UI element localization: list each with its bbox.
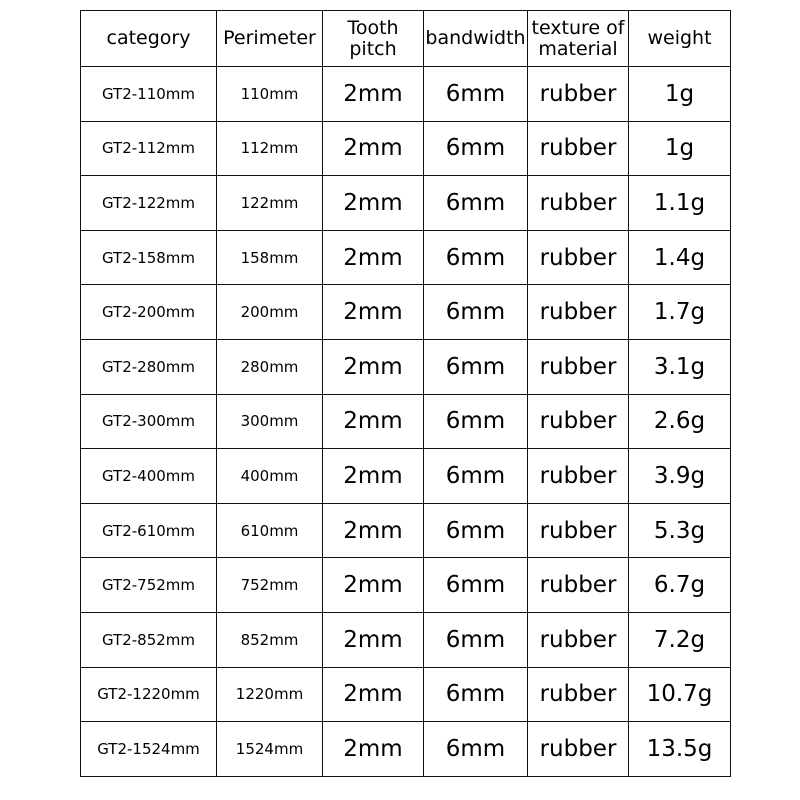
cell-category: GT2-300mm <box>81 394 217 449</box>
header-category: category <box>81 11 217 67</box>
cell-tooth-pitch: 2mm <box>323 67 424 122</box>
cell-perimeter: 852mm <box>217 612 323 667</box>
cell-material: rubber <box>528 503 629 558</box>
cell-material: rubber <box>528 67 629 122</box>
cell-weight: 6.7g <box>629 558 731 613</box>
cell-material: rubber <box>528 339 629 394</box>
cell-bandwidth: 6mm <box>424 121 528 176</box>
cell-perimeter: 122mm <box>217 176 323 231</box>
cell-perimeter: 400mm <box>217 449 323 504</box>
cell-perimeter: 200mm <box>217 285 323 340</box>
cell-category: GT2-112mm <box>81 121 217 176</box>
cell-tooth-pitch: 2mm <box>323 339 424 394</box>
cell-tooth-pitch: 2mm <box>323 558 424 613</box>
cell-weight: 5.3g <box>629 503 731 558</box>
cell-perimeter: 110mm <box>217 67 323 122</box>
table-row <box>81 449 731 504</box>
cell-perimeter: 112mm <box>217 121 323 176</box>
cell-tooth-pitch: 2mm <box>323 722 424 777</box>
cell-perimeter: 158mm <box>217 230 323 285</box>
table-row <box>81 121 731 176</box>
cell-tooth-pitch: 2mm <box>323 503 424 558</box>
cell-material: rubber <box>528 230 629 285</box>
cell-tooth-pitch: 2mm <box>323 230 424 285</box>
cell-material: rubber <box>528 449 629 504</box>
cell-bandwidth: 6mm <box>424 449 528 504</box>
cell-bandwidth: 6mm <box>424 230 528 285</box>
cell-perimeter: 1524mm <box>217 722 323 777</box>
cell-category: GT2-852mm <box>81 612 217 667</box>
table-row <box>81 339 731 394</box>
cell-category: GT2-158mm <box>81 230 217 285</box>
cell-material: rubber <box>528 612 629 667</box>
cell-weight: 7.2g <box>629 612 731 667</box>
cell-perimeter: 752mm <box>217 558 323 613</box>
cell-tooth-pitch: 2mm <box>323 667 424 722</box>
cell-weight: 1.7g <box>629 285 731 340</box>
cell-tooth-pitch: 2mm <box>323 285 424 340</box>
cell-weight: 10.7g <box>629 667 731 722</box>
cell-material: rubber <box>528 176 629 231</box>
table-row <box>81 67 731 122</box>
cell-tooth-pitch: 2mm <box>323 394 424 449</box>
cell-bandwidth: 6mm <box>424 67 528 122</box>
cell-bandwidth: 6mm <box>424 667 528 722</box>
cell-weight: 1.1g <box>629 176 731 231</box>
table-body <box>81 67 731 777</box>
cell-bandwidth: 6mm <box>424 503 528 558</box>
cell-perimeter: 280mm <box>217 339 323 394</box>
cell-tooth-pitch: 2mm <box>323 176 424 231</box>
table-row <box>81 503 731 558</box>
table-row <box>81 558 731 613</box>
header-weight: weight <box>629 11 731 67</box>
cell-category: GT2-110mm <box>81 67 217 122</box>
cell-category: GT2-400mm <box>81 449 217 504</box>
cell-material: rubber <box>528 121 629 176</box>
cell-material: rubber <box>528 558 629 613</box>
cell-category: GT2-610mm <box>81 503 217 558</box>
cell-perimeter: 1220mm <box>217 667 323 722</box>
cell-category: GT2-752mm <box>81 558 217 613</box>
cell-tooth-pitch: 2mm <box>323 612 424 667</box>
cell-weight: 2.6g <box>629 394 731 449</box>
table-row <box>81 667 731 722</box>
table-row <box>81 394 731 449</box>
cell-bandwidth: 6mm <box>424 558 528 613</box>
cell-weight: 3.1g <box>629 339 731 394</box>
cell-category: GT2-280mm <box>81 339 217 394</box>
cell-bandwidth: 6mm <box>424 339 528 394</box>
cell-material: rubber <box>528 285 629 340</box>
header-perimeter: Perimeter <box>217 11 323 67</box>
cell-bandwidth: 6mm <box>424 612 528 667</box>
cell-perimeter: 300mm <box>217 394 323 449</box>
header-tooth-pitch: Tooth pitch <box>323 11 424 67</box>
cell-category: GT2-1524mm <box>81 722 217 777</box>
cell-bandwidth: 6mm <box>424 285 528 340</box>
spec-table <box>80 10 731 777</box>
table-row <box>81 722 731 777</box>
table-row <box>81 285 731 340</box>
table-row <box>81 612 731 667</box>
cell-bandwidth: 6mm <box>424 176 528 231</box>
cell-material: rubber <box>528 394 629 449</box>
cell-perimeter: 610mm <box>217 503 323 558</box>
cell-category: GT2-122mm <box>81 176 217 231</box>
cell-weight: 13.5g <box>629 722 731 777</box>
cell-tooth-pitch: 2mm <box>323 449 424 504</box>
cell-weight: 1.4g <box>629 230 731 285</box>
table-row <box>81 230 731 285</box>
cell-material: rubber <box>528 722 629 777</box>
cell-weight: 1g <box>629 121 731 176</box>
header-row <box>81 11 731 67</box>
cell-category: GT2-1220mm <box>81 667 217 722</box>
cell-bandwidth: 6mm <box>424 722 528 777</box>
header-texture-of-material: texture of material <box>528 11 629 67</box>
cell-tooth-pitch: 2mm <box>323 121 424 176</box>
cell-weight: 3.9g <box>629 449 731 504</box>
table-row <box>81 176 731 231</box>
cell-weight: 1g <box>629 67 731 122</box>
header-bandwidth: bandwidth <box>424 11 528 67</box>
cell-bandwidth: 6mm <box>424 394 528 449</box>
cell-category: GT2-200mm <box>81 285 217 340</box>
cell-material: rubber <box>528 667 629 722</box>
